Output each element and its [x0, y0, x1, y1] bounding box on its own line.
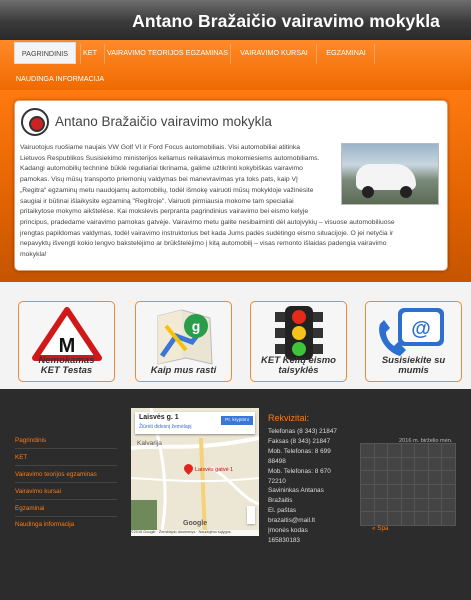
- paragraph-line: mokykla!: [20, 251, 47, 259]
- footer-link-vairavimo-kursai[interactable]: Vairavimo kursai: [15, 488, 62, 495]
- contacts-title: Rekvizitai:: [268, 413, 310, 423]
- contact-line: 72210: [268, 477, 286, 485]
- footer-link-egzaminai[interactable]: Egzaminai: [15, 505, 45, 512]
- tile-kaip-mus-rasti[interactable]: [135, 301, 232, 382]
- svg-text:@: @: [411, 318, 431, 340]
- tile-ket-test[interactable]: [18, 301, 115, 382]
- paragraph-line: nepavyktų išvengti kokio lengvo bakstelėjimo ar brūkštelėjimo į kitą automobilį – visas remonto išlaidas padengia vairavimo: [20, 240, 387, 248]
- tile-label: KET Kelių eismo taisyklės: [261, 355, 336, 376]
- nav-item-naudinga-informacija[interactable]: NAUDINGA INFORMACIJA: [15, 74, 105, 83]
- school-logo-icon: [21, 108, 49, 136]
- paragraph-line: Lietuvos Respublikos Susisiekimo ministerijos keliamus reikalavimus mokomiesiems automobiliams.: [20, 154, 320, 162]
- footer-link-naudinga-informacija[interactable]: Naudinga informacija: [15, 521, 75, 528]
- nav-item-ket[interactable]: KET: [83, 48, 97, 57]
- nav-item-teorijos-egzaminas[interactable]: VAIRAVIMO TEORIJOS EGZAMINAS: [107, 48, 229, 57]
- map-zoom-control[interactable]: [247, 506, 255, 524]
- calendar-prev-link[interactable]: « Spa: [372, 525, 389, 532]
- map-pin-label: Laisvės gatvė 1: [195, 467, 234, 473]
- nav-item-pagrindinis[interactable]: PAGRINDINIS: [14, 42, 76, 64]
- footer-link-teorijos-egzaminas[interactable]: Vairavimo teorijos egzaminas: [15, 471, 97, 478]
- contacts-list: [268, 427, 358, 546]
- nav-item-vairavimo-kursai[interactable]: VAIRAVIMO KURSAI: [240, 48, 308, 57]
- map-directions-button[interactable]: Pr. kryptimi: [221, 416, 253, 425]
- paragraph-line: Kadangi automobilių techninė būklė reguliariai tikrinama, galime užtikrinti kokybiškas vairavimo: [20, 165, 303, 173]
- svg-text:M: M: [58, 335, 76, 357]
- paragraph-line: pamokas. Visų mūsų transporto priemonių valdymas bei manevravimas yra toks pats, kaip VĮ: [20, 176, 298, 184]
- footer-link-pagrindinis[interactable]: Pagrindinis: [15, 437, 47, 444]
- contact-line: Savininkas Antanas: [268, 487, 324, 495]
- m-triangle-sign-icon: [19, 306, 115, 362]
- tile-label: Kaip mus rasti: [150, 365, 217, 376]
- contact-line: Telefonas (8 343) 21847: [268, 428, 337, 435]
- site-header: [0, 0, 471, 40]
- contact-line: El. paštas: [268, 507, 297, 515]
- contact-line: 165830183: [268, 536, 300, 544]
- paragraph-line: pritaikytose mokymo aikštelėse. Kai mokslevis perpranta pagrindinius vairavimo bei eismo kelyje: [20, 208, 309, 216]
- paragraph-line: saugiai ir būtinai išlaikysite egzaminą "Regitroje". Vairuoti pirmiausia mokome tam specialiai: [20, 197, 294, 205]
- traffic-light-icon: [251, 304, 347, 362]
- phone-email-icon: [366, 304, 462, 362]
- footer-link-ket[interactable]: KET: [15, 454, 28, 461]
- embedded-map[interactable]: [131, 408, 259, 536]
- main-content: [14, 100, 448, 271]
- contact-line: 88498: [268, 457, 286, 465]
- map-place-name: Laisvės g. 1: [139, 414, 179, 421]
- paragraph-line: įrengtas papildomas valdymas, todėl vairavimo instruktorius bet kada Jums padės sudėtingo eismo situacijoje. O jei netyčia ir: [20, 229, 394, 237]
- contact-line: Faksas (8 343) 21847: [268, 437, 331, 445]
- tile-susisiekite[interactable]: [365, 301, 462, 382]
- map-copyright: ©2016 Google · Žemėlapio duomenys · Naudojimo sąlygos: [131, 530, 259, 536]
- map-larger-link[interactable]: Žiūrėti didesnį žemėlapį: [139, 424, 192, 430]
- google-maps-icon: [136, 306, 232, 368]
- main-nav: [0, 40, 471, 90]
- tile-ket-taisykles[interactable]: [250, 301, 347, 382]
- map-google-logo: Google: [183, 520, 208, 527]
- contact-line: Mob. Telefonas: 8 699: [268, 447, 331, 455]
- map-info-card: [135, 412, 255, 434]
- contact-line: Įmonės kodas: [268, 527, 308, 535]
- contact-line: brazaitis@mail.lt: [268, 517, 315, 525]
- paragraph-line: Vairuotojus ruošiame naujais VW Golf VI ir Ford Focus automobiliais. Visi automobiliai atitinka: [20, 144, 300, 151]
- paragraph-line: principus, pradedame vairavimo pamokas gatvėje. Vairavimo metu galite nesibaiminti dėl autoįvykių – visuose automobiliuose: [20, 218, 395, 226]
- tile-label: Nemokamas KET Testas: [38, 355, 95, 376]
- contact-line: Bražaitis: [268, 497, 293, 505]
- svg-text:g: g: [191, 318, 201, 334]
- calendar-grid: [360, 443, 456, 526]
- calendar-caption: 2016 m. birželio mėn.: [399, 438, 453, 444]
- contact-line: Mob. Telefonas: 8 670: [268, 467, 331, 475]
- content-paragraph: [20, 143, 440, 261]
- nav-item-egzaminai[interactable]: EGZAMINAI: [326, 48, 366, 57]
- tile-label: Susisiekite su mumis: [381, 355, 446, 376]
- paragraph-line: „Regitra“ egzaminų metu naudojamų automobilių, todėl išmokę vairuoti mūsų mokykloje važinėsite: [20, 186, 314, 194]
- site-title: Antano Bražaičio vairavimo mokykla: [132, 11, 440, 31]
- map-town-label: Kalvarija: [137, 440, 162, 447]
- content-title: Antano Bražaičio vairavimo mokykla: [55, 114, 272, 129]
